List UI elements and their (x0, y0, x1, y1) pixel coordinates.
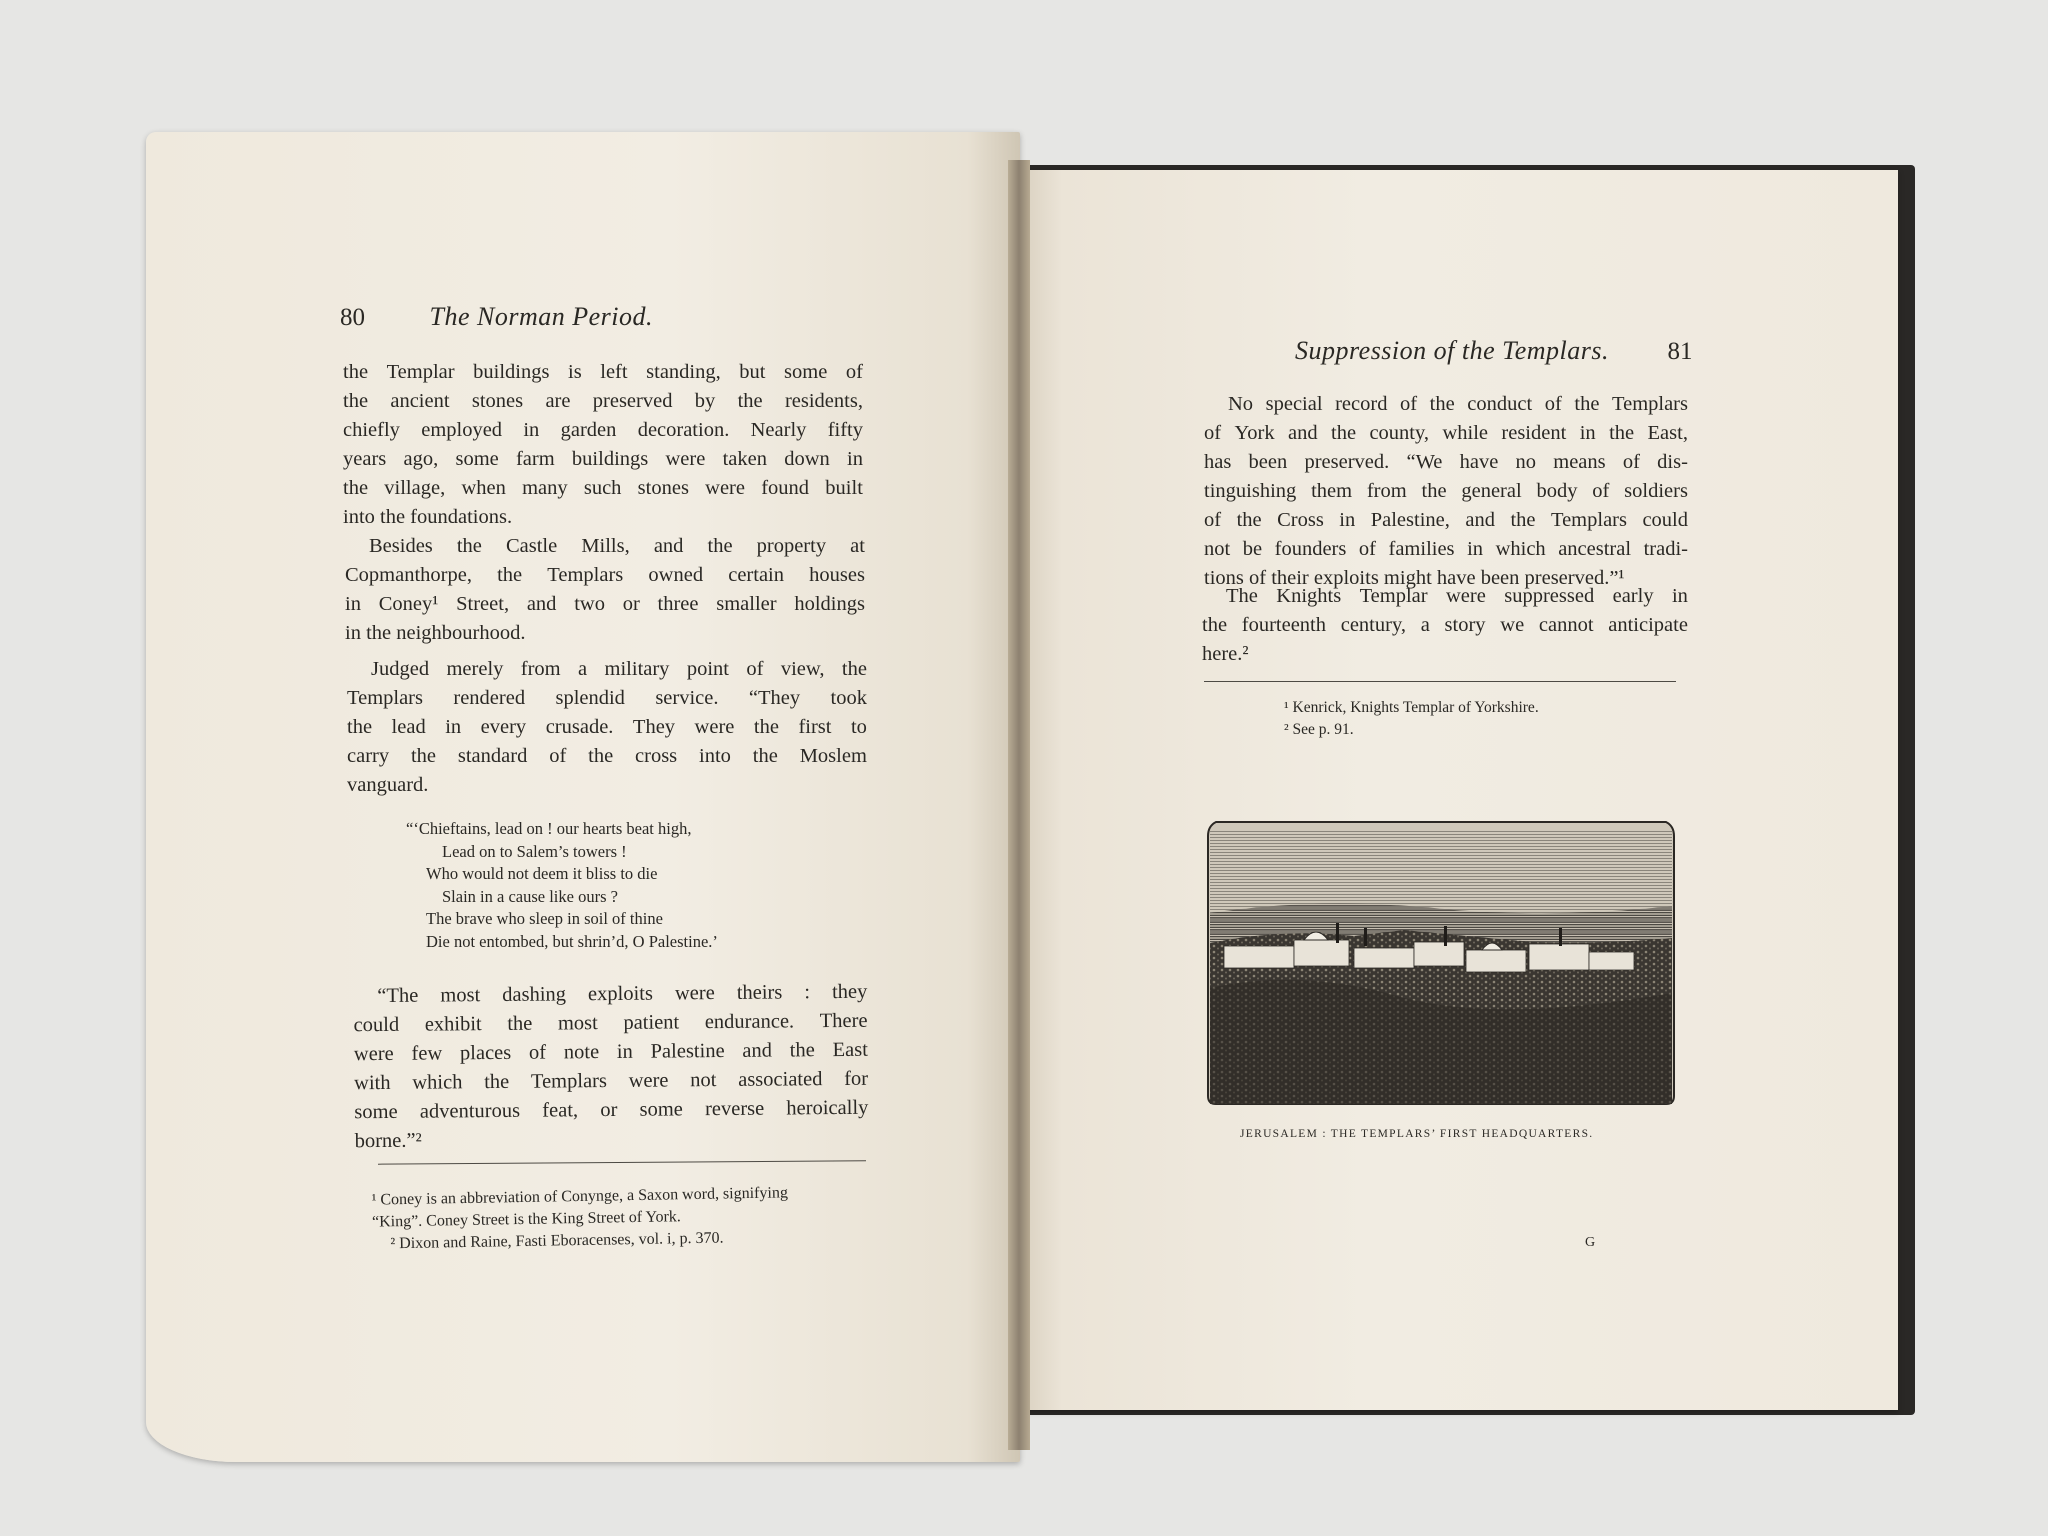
text-line (354, 1036, 868, 1069)
word: of (528, 1041, 547, 1064)
word: general (1461, 480, 1522, 502)
verse-line: “‘Chieftains, lead on ! our hearts beat high, (406, 819, 692, 838)
word: were (705, 477, 745, 499)
word: the (343, 361, 369, 383)
right-running-title: Suppression of the Templars. (1295, 336, 1609, 365)
word: many (522, 477, 568, 499)
word: Templars (530, 1070, 608, 1093)
word: Templars (547, 564, 624, 586)
word: not (1204, 538, 1231, 560)
word: could (353, 1013, 400, 1037)
word: the (343, 477, 369, 499)
word: were (353, 1042, 394, 1066)
word: houses (809, 564, 865, 586)
text-line: into the foundations. (343, 506, 513, 528)
word: Templars (1612, 393, 1688, 415)
word: the (588, 745, 614, 767)
word: They (632, 716, 676, 738)
word: no (1515, 451, 1537, 473)
word: Castle (505, 535, 558, 557)
text-line (345, 590, 865, 619)
word: places (459, 1041, 512, 1065)
jerusalem-engraving (1204, 818, 1678, 1106)
word: such (583, 477, 622, 499)
word: means (1553, 451, 1606, 473)
word: anticipate (1608, 614, 1688, 636)
word: feat, (542, 1099, 579, 1122)
word: view, (780, 658, 825, 680)
word: “We (1406, 451, 1443, 473)
word: theirs (736, 981, 783, 1004)
word: ago, (403, 448, 439, 470)
word: Judged (371, 658, 430, 680)
word: Templars (347, 687, 423, 709)
word: certain (728, 564, 784, 586)
word: from (1366, 480, 1407, 502)
word: carry (347, 745, 390, 767)
word: the (737, 390, 763, 412)
word: the (410, 745, 437, 767)
word: few (411, 1042, 443, 1065)
word: into (699, 745, 731, 767)
word: Nearly (750, 419, 807, 441)
footnote: ² See p. 91. (1284, 721, 1354, 738)
text-line: here.² (1202, 643, 1249, 665)
word: merely (446, 658, 504, 680)
footnote-rule (1204, 681, 1676, 682)
word: tinguishing (1204, 480, 1297, 502)
word: some (784, 361, 828, 383)
word: founders (1274, 538, 1347, 560)
left-paragraph-3 (347, 655, 867, 800)
left-paragraph-2 (345, 532, 865, 648)
word: be (1242, 538, 1263, 560)
word: the (841, 658, 867, 680)
word: which (1495, 538, 1546, 560)
word: residents, (784, 390, 863, 412)
word: garden (560, 419, 617, 441)
word: and (526, 593, 557, 615)
word: cross (635, 745, 678, 767)
word: Coney¹ (378, 593, 439, 615)
text-line (343, 445, 863, 474)
word: the (1331, 422, 1357, 444)
right-footnotes (1284, 697, 1539, 741)
word: holdings (794, 593, 865, 615)
text-line (1204, 390, 1688, 419)
word: the (343, 390, 369, 412)
word: were (628, 1069, 669, 1092)
word: special (1265, 393, 1323, 415)
verse-line: Lead on to Salem’s towers ! (442, 841, 627, 861)
word: the (752, 745, 778, 767)
word: property (756, 535, 827, 557)
word: decoration. (637, 419, 730, 441)
word: were (674, 982, 715, 1005)
word: : (804, 981, 811, 1004)
word: of (1358, 538, 1376, 560)
word: the (753, 716, 779, 738)
word: Templar (386, 361, 455, 383)
word: the (507, 1012, 533, 1035)
text-line (347, 684, 867, 713)
word: record (1335, 393, 1388, 415)
text-line (353, 978, 867, 1011)
text-line: borne.”² (354, 1129, 422, 1153)
word: of (549, 745, 567, 767)
word: of (1622, 451, 1640, 473)
word: ancestral (1558, 538, 1632, 560)
word: down (784, 448, 830, 470)
text-line (347, 655, 867, 684)
word: the (1236, 509, 1262, 531)
word: families (1388, 538, 1455, 560)
word: exhibit (424, 1013, 482, 1036)
text-line (347, 742, 867, 771)
book-gutter (1008, 160, 1030, 1450)
word: the (497, 564, 523, 586)
word: when (461, 477, 506, 499)
word: of (1204, 422, 1222, 444)
text-line (1204, 448, 1688, 477)
text-line (1204, 506, 1688, 535)
word: Moslem (799, 745, 867, 767)
word: York (1234, 422, 1275, 444)
word: village, (384, 477, 446, 499)
word: to (850, 716, 867, 738)
left-page-number: 80 (340, 304, 365, 331)
word: found (761, 477, 810, 499)
word: The (1226, 585, 1258, 607)
word: years (343, 448, 387, 470)
word: first (798, 716, 832, 738)
word: stones (637, 477, 689, 499)
word: crusade. (545, 716, 614, 738)
word: in (847, 448, 863, 470)
word: of (1400, 393, 1418, 415)
word: at (850, 535, 865, 557)
word: Besides (369, 535, 433, 557)
word: and (742, 1039, 773, 1062)
word: Templar (1359, 585, 1428, 607)
word: service. (655, 687, 719, 709)
left-footnotes (371, 1182, 788, 1255)
word: conduct (1467, 393, 1533, 415)
word: body (1536, 480, 1578, 502)
text-line (345, 532, 865, 561)
word: stones (471, 390, 524, 412)
word: are (545, 390, 571, 412)
word: some (354, 1100, 398, 1124)
word: county, (1369, 422, 1430, 444)
signature-mark: G (1585, 1235, 1596, 1250)
word: for (844, 1067, 869, 1090)
word: were (694, 716, 735, 738)
word: employed (421, 419, 503, 441)
left-running-title: The Norman Period. (429, 302, 653, 331)
word: military (604, 658, 670, 680)
word: chiefly (343, 419, 400, 441)
word: by (694, 390, 716, 412)
word: and (1287, 422, 1318, 444)
word: buildings (473, 361, 550, 383)
word: point (686, 658, 729, 680)
word: No (1228, 393, 1254, 415)
left-paragraph-1 (343, 358, 863, 532)
text-line (343, 474, 863, 503)
text-line (1204, 477, 1688, 506)
word: of (845, 361, 863, 383)
word: East, (1647, 422, 1688, 444)
word: the (347, 716, 373, 738)
word: the (456, 535, 482, 557)
word: while (1442, 422, 1488, 444)
word: were (1446, 585, 1486, 607)
word: buildings (571, 448, 649, 470)
word: exploits (587, 982, 654, 1006)
text-line: tions of their exploits might have been preserved.”¹ (1204, 567, 1625, 589)
word: in (1579, 422, 1596, 444)
word: owned (648, 564, 704, 586)
word: fifty (827, 419, 863, 441)
word: been (1248, 451, 1288, 473)
word: most (557, 1012, 598, 1035)
word: heroically (786, 1096, 869, 1120)
word: the (1202, 614, 1228, 636)
word: three (657, 593, 699, 615)
word: took (830, 687, 867, 709)
word: the (1574, 393, 1600, 415)
word: which (412, 1071, 463, 1094)
text-line: vanguard. (347, 774, 429, 796)
word: “They (748, 687, 801, 709)
word: farm (515, 448, 555, 470)
word: but (739, 361, 766, 383)
word: left (600, 361, 628, 383)
word: smaller (716, 593, 777, 615)
text-line (347, 713, 867, 742)
word: in (345, 593, 361, 615)
word: endurance. (704, 1010, 795, 1034)
word: preserved (592, 390, 673, 412)
word: is (568, 361, 582, 383)
word: and (1465, 509, 1495, 531)
text-line (1202, 582, 1688, 611)
word: not (690, 1069, 717, 1092)
word: Mills, (581, 535, 630, 557)
footnote: ¹ Coney is an abbreviation of Conynge, a Saxon word, signifying (371, 1184, 789, 1209)
word: dashing (502, 983, 567, 1006)
word: of (1204, 509, 1222, 531)
right-paragraph-1 (1204, 390, 1688, 593)
word: “The (377, 984, 419, 1008)
word: the (1429, 393, 1455, 415)
word: lead (391, 716, 426, 738)
word: they (831, 980, 868, 1004)
word: Knights (1276, 585, 1342, 607)
word: fourteenth (1241, 614, 1327, 636)
left-paragraph-4 (353, 978, 868, 1156)
right-paragraph-2 (1202, 582, 1688, 669)
word: tradi- (1643, 538, 1688, 560)
verse-line: Who would not deem it bliss to die (426, 864, 658, 883)
footnote: ¹ Kenrick, Knights Templar of Yorkshire. (1284, 699, 1539, 716)
word: the (1510, 509, 1536, 531)
word: in (445, 716, 462, 738)
word: the (1609, 422, 1635, 444)
word: in (1671, 585, 1688, 607)
word: suppressed (1504, 585, 1595, 607)
word: them (1311, 480, 1353, 502)
word: the (484, 1070, 510, 1094)
word: we (1500, 614, 1525, 636)
word: standard (457, 745, 528, 767)
word: Cross (1277, 509, 1324, 531)
word: of (1592, 480, 1610, 502)
word: standing, (646, 361, 721, 383)
word: from (520, 658, 561, 680)
verse-quotation (406, 818, 718, 953)
text-line (343, 416, 863, 445)
word: has (1204, 451, 1232, 473)
word: in (523, 419, 540, 441)
text-line (1204, 419, 1688, 448)
verse-line: Die not entombed, but shrin’d, O Palestine.’ (426, 931, 718, 951)
word: splendid (555, 687, 625, 709)
word: early (1612, 585, 1654, 607)
word: Palestine (650, 1040, 725, 1063)
word: in (1467, 538, 1484, 560)
word: taken (722, 448, 767, 470)
word: a (578, 658, 588, 680)
word: the (789, 1039, 815, 1062)
word: could (1642, 509, 1688, 531)
word: built (825, 477, 863, 499)
left-running-head (340, 302, 653, 332)
word: story (1444, 614, 1486, 636)
word: rendered (453, 687, 526, 709)
word: Palestine, (1370, 509, 1450, 531)
word: or (622, 593, 640, 615)
word: with (354, 1071, 391, 1095)
word: every (480, 716, 527, 738)
word: reverse (704, 1097, 765, 1121)
illustration-caption: JERUSALEM : THE TEMPLARS’ FIRST HEADQUARTERS. (1240, 1128, 1594, 1140)
word: century, (1340, 614, 1406, 636)
verse-line: The brave who sleep in soil of thine (426, 909, 663, 928)
word: adventurous (419, 1099, 521, 1123)
word: Templars (1550, 509, 1627, 531)
word: were (665, 448, 706, 470)
text-line (354, 1065, 868, 1098)
word: patient (623, 1011, 680, 1034)
word: soldiers (1624, 480, 1688, 502)
word: the (1421, 480, 1447, 502)
word: resident (1501, 422, 1567, 444)
word: two (574, 593, 605, 615)
word: and (653, 535, 684, 557)
right-page-number: 81 (1667, 338, 1693, 365)
text-line: in the neighbourhood. (345, 622, 526, 644)
word: cannot (1538, 614, 1594, 636)
word: of (1544, 393, 1562, 415)
text-line (1202, 611, 1688, 640)
text-line (1204, 535, 1688, 564)
word: Street, (456, 593, 510, 615)
word: in (616, 1040, 633, 1063)
word: East (832, 1038, 868, 1062)
text-line (345, 561, 865, 590)
text-line (343, 358, 863, 387)
word: There (819, 1009, 868, 1033)
word: the (707, 535, 733, 557)
word: most (440, 984, 481, 1007)
footnote: ² Dixon and Raine, Fasti Eboracenses, vol. i, p. 370. (390, 1229, 724, 1253)
word: some (455, 448, 499, 470)
word: dis- (1657, 451, 1688, 473)
word: preserved. (1304, 451, 1390, 473)
right-running-head (1295, 336, 1693, 366)
word: some (639, 1098, 683, 1121)
word: associated (738, 1068, 823, 1091)
word: or (600, 1098, 618, 1122)
word: a (1420, 614, 1430, 636)
word: of (746, 658, 764, 680)
word: note (563, 1041, 600, 1064)
text-line (354, 1094, 868, 1127)
verse-line: Slain in a cause like ours ? (442, 886, 618, 906)
word: Copmanthorpe, (345, 564, 472, 586)
footnote: “King”. Coney Street is the King Street of York. (371, 1208, 681, 1231)
word: have (1459, 451, 1499, 473)
word: in (1339, 509, 1356, 531)
word: ancient (390, 390, 450, 412)
text-line (343, 387, 863, 416)
text-line (354, 1007, 868, 1040)
